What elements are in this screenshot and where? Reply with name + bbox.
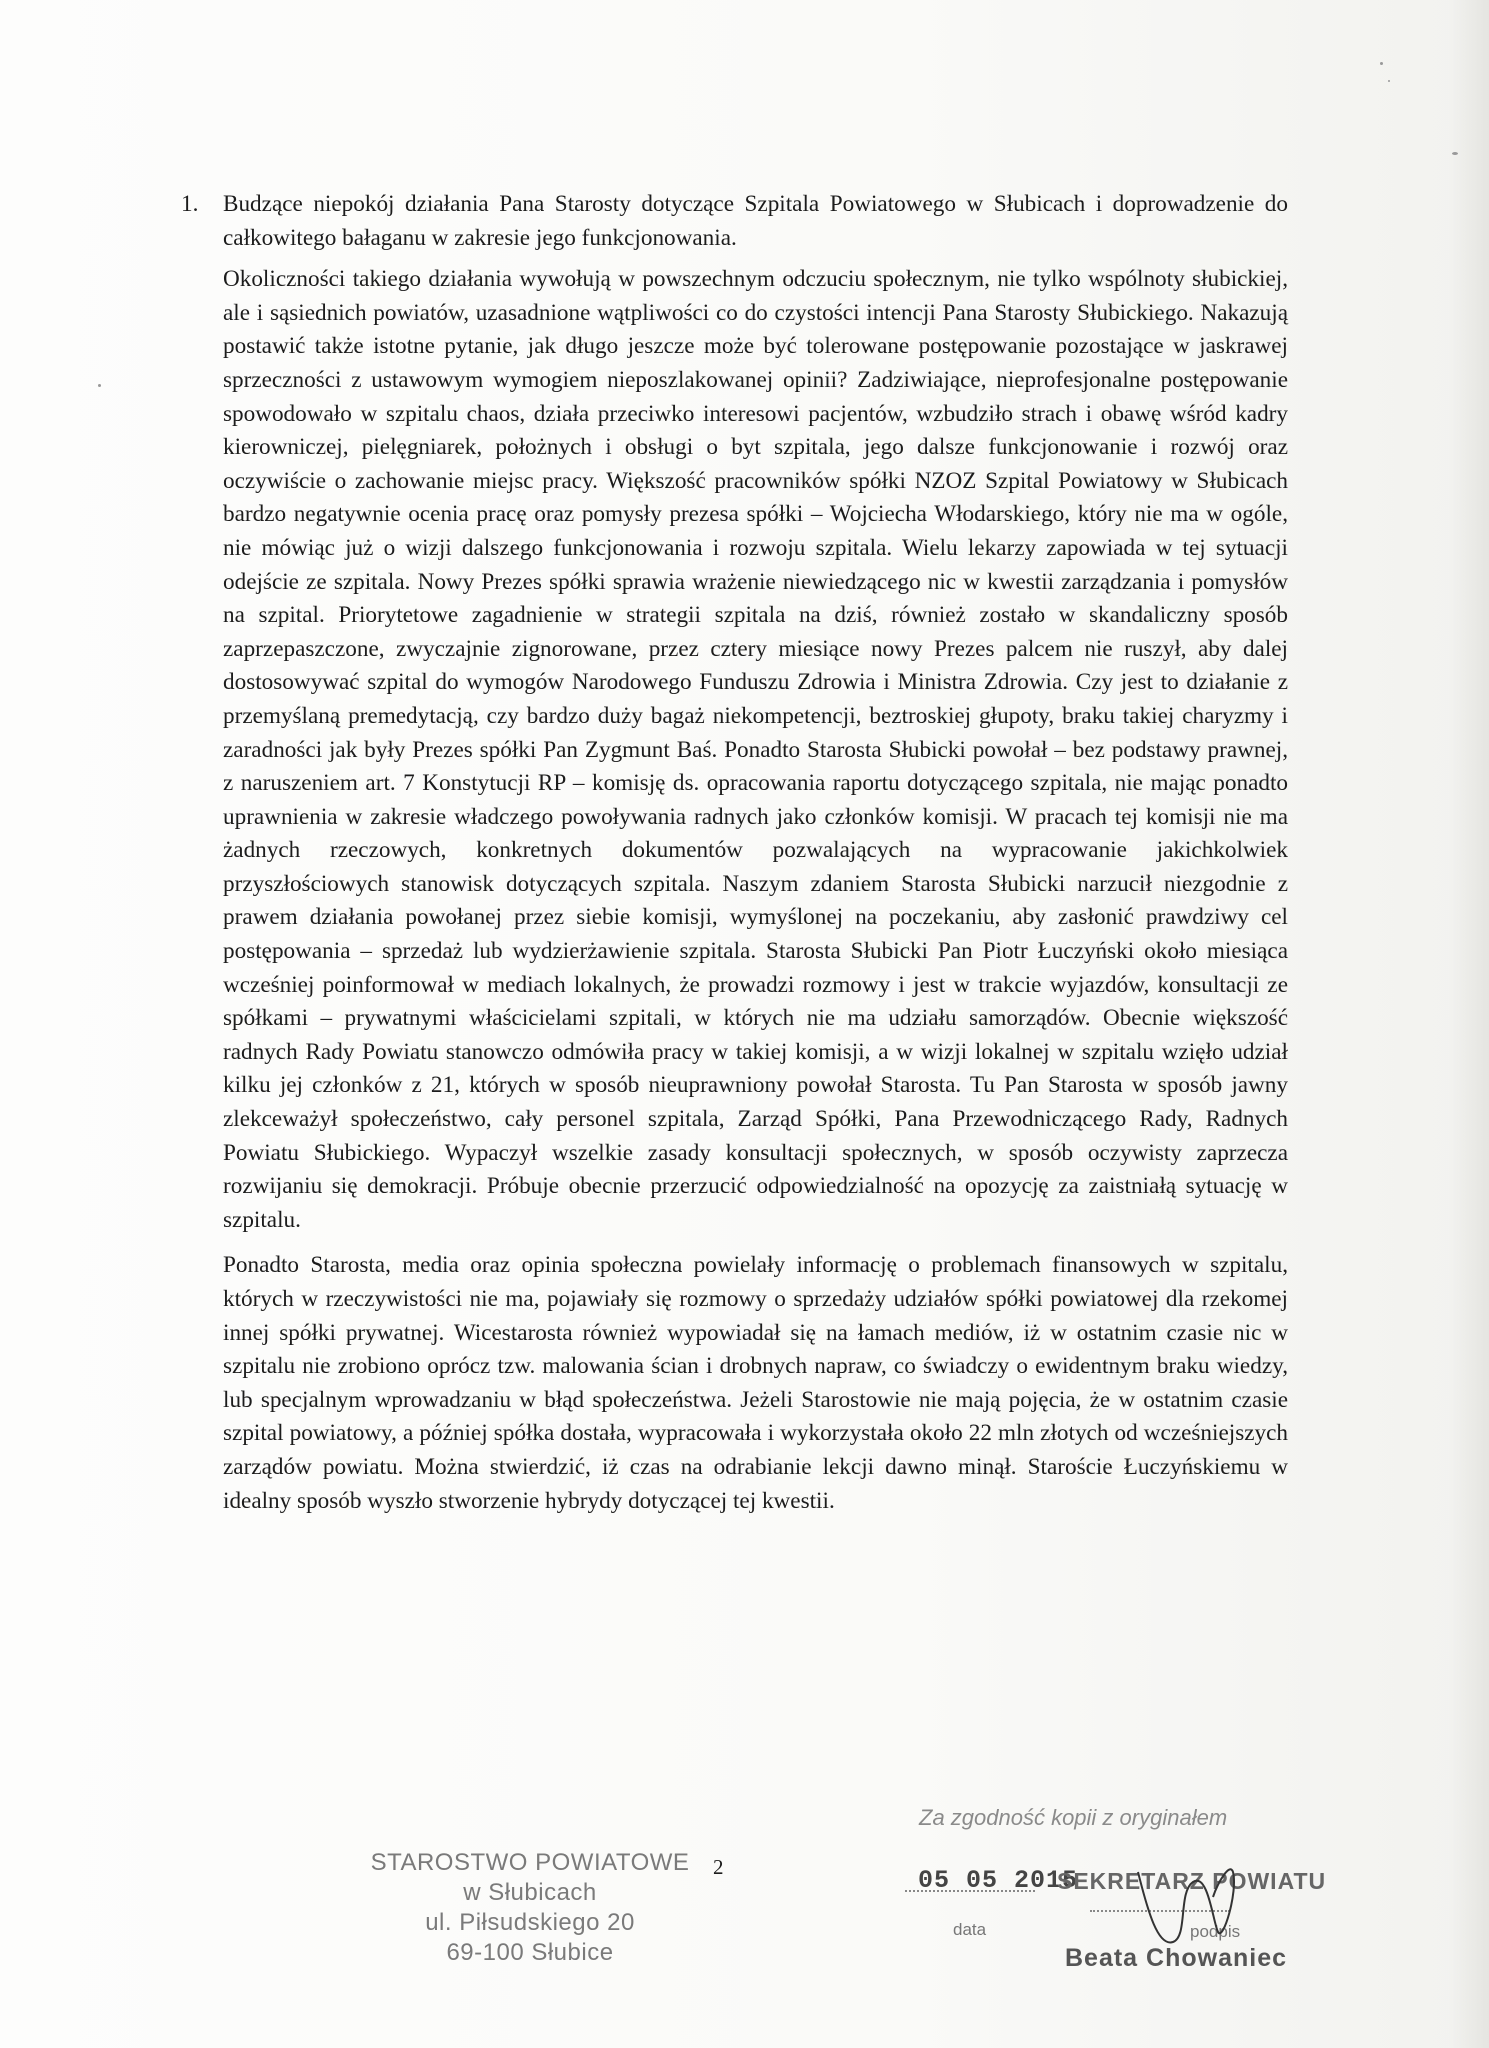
office-stamp-line4: 69-100 Słubice	[446, 1939, 614, 1966]
office-stamp	[360, 1848, 700, 1968]
paragraph-2: Ponadto Starosta, media oraz opinia społeczna powielały informację o problemach finansowych w szpitalu, których w rzeczywistości nie ma, pojawiały się rozmowy o sprzedaży udziałów spółki powiatowej dla rzekomej innej spółki prywatnej. Wicestarosta również wypowiadał się na łamach mediów, iż w ostatnim czasie nic w szpitalu nie zrobiono oprócz tzw. malowania ścian i drobnych napraw, co świadczy o ewidentnym braku wiedzy, lub specjalnym wprowadzaniu w błąd społeczeństwa. Jeżeli Starostowie nie mają pojęcia, że w ostatnim czasie szpital powiatowy, a później spółka dostała, wypracowała i wykorzystała około 22 mln złotych od wcześniejszych zarządów powiatu. Można stwierdzić, iż czas na odrabianie lekcji dawno minął. Staroście Łuczyńskiemu w idealny sposób wyszło stworzenie hybrydy dotyczącej tej kwestii.	[223, 1252, 1288, 1514]
document-body	[181, 188, 1288, 1526]
paragraph-1: Okoliczności takiego działania wywołują w powszechnym odczuciu społecznym, nie tylko wspólnoty słubickiej, ale i sąsiednich powiatów, uzasadnione wątpliwości co do czystości intencji Pana Starosty Słubickiego. Nakazują postawić także istotne pytanie, jak długo jeszcze może być tolerowane postępowanie pozostające w jaskrawej sprzeczności z ustawowym wymogiem nieposzlakowanej opinii? Zadziwiające, nieprofesjonalne postępowanie spowodowało w szpitalu chaos, działa przeciwko interesowi pacjentów, wzbudziło strach i obawę wśród kadry kierowniczej, pielęgniarek, położnych i obsługi o byt szpitala, jego dalsze funkcjonowanie i rozwój oraz oczywiście o zachowanie miejsc pracy. Większość pracowników spółki NZOZ Szpital Powiatowy w Słubicach bardzo negatywnie ocenia pracę oraz pomysły prezesa spółki – Wojciecha Włodarskiego, który nie ma w ogóle, nie mówiąc już o wizji dalszego funkcjonowania i rozwoju szpitala. Wielu lekarzy zapowiada w tej sytuacji odejście ze szpitala. Nowy Prezes spółki sprawia wrażenie niewiedzącego nic w kwestii zarządzania i pomysłów na szpital. Priorytetowe zagadnienie w strategii szpitala na dziś, również zostało w skandaliczny sposób zaprzepaszczone, zwyczajnie zignorowane, przez cztery miesiące nowy Prezes palcem nie ruszył, aby dalej dostosowywać szpital do wymogów Narodowego Funduszu Zdrowia i Ministra Zdrowia. Czy jest to działanie z przemyślaną premedytacją, czy bardzo duży bagaż niekompetencji, beztroskiej głupoty, braku takiej charyzmy i zaradności jak były Prezes spółki Pan Zygmunt Baś. Ponadto Starosta Słubicki powołał – bez podstawy prawnej, z naruszeniem art. 7 Konstytucji RP – komisję ds. opracowania raportu dotyczącego szpitala, nie mając ponadto uprawnienia w zakresie władczego powoływania radnych jako członków komisji. W pracach tej komisji nie ma żadnych rzeczowych, konkretnych dokumentów pozwalających na wypracowanie jakichkolwiek przyszłościowych stanowisk dotyczących szpitala. Naszym zdaniem Starosta Słubicki narzucił niezgodnie z prawem działania powołanej przez siebie komisji, wymyślonej na poczekaniu, aby zasłonić prawdziwy cel postępowania – sprzedaż lub wydzierżawienie szpitala. Starosta Słubicki Pan Piotr Łuczyński około miesiąca wcześniej poinformował w mediach lokalnych, że prowadzi rozmowy i jest w trakcie wyjazdów, konsultacji ze spółkami – prywatnymi właścicielami szpitali, w których nie ma udziału samorządów. Obecnie większość radnych Rady Powiatu stanowczo odmówiła pracy w takiej komisji, a w wizji lokalnej w szpitalu wzięło udział kilku jej członków z 21, których w sposób nieuprawniony powołał Starosta. Tu Pan Starosta w sposób jawny zlekceważył społeczeństwo, cały personel szpitala, Zarząd Spółki, Pana Przewodniczącego Rady, Radnych Powiatu Słubickiego. Wypaczył wszelkie zasady konsultacji społecznych, w sposób oczywisty zaprzecza rozwijaniu się demokracji. Próbuje obecnie przerzucić odpowiedzialność na opozycję za zaistniałą sytuację w szpitalu.	[223, 266, 1288, 1233]
scan-speck	[1388, 80, 1390, 82]
date-label: data	[953, 1920, 987, 1939]
signature-label: podpis	[1190, 1922, 1241, 1941]
certification-title: SEKRETARZ POWIATU	[1057, 1868, 1327, 1894]
scan-speck	[1452, 152, 1458, 155]
signer-name: Beata Chowaniec	[1065, 1944, 1288, 1972]
handwritten-signature	[1118, 1852, 1258, 1962]
scan-speck	[98, 384, 101, 387]
item-number: 1.	[181, 191, 199, 217]
certification-date: 05 05 2015	[918, 1866, 1079, 1895]
office-stamp-line3: ul. Piłsudskiego 20	[425, 1909, 635, 1936]
scan-speck	[1380, 62, 1383, 65]
date-dotted-line	[905, 1890, 1035, 1892]
office-stamp-line1: STAROSTWO POWIATOWE	[370, 1849, 690, 1876]
page-shadow-edge	[1449, 0, 1489, 2048]
item-heading: Budzące niepokój działania Pana Starosty dotyczące Szpitala Powiatowego w Słubicach i doprowadzenie do całkowitego bałaganu w zakresie jego funkcjonowania.	[223, 191, 1288, 251]
list-item-1	[181, 188, 1288, 1518]
certification-text: Za zgodność kopii z oryginałem	[919, 1805, 1228, 1830]
office-stamp-line2: w Słubicach	[463, 1879, 597, 1906]
page-number: 2	[713, 1855, 724, 1879]
